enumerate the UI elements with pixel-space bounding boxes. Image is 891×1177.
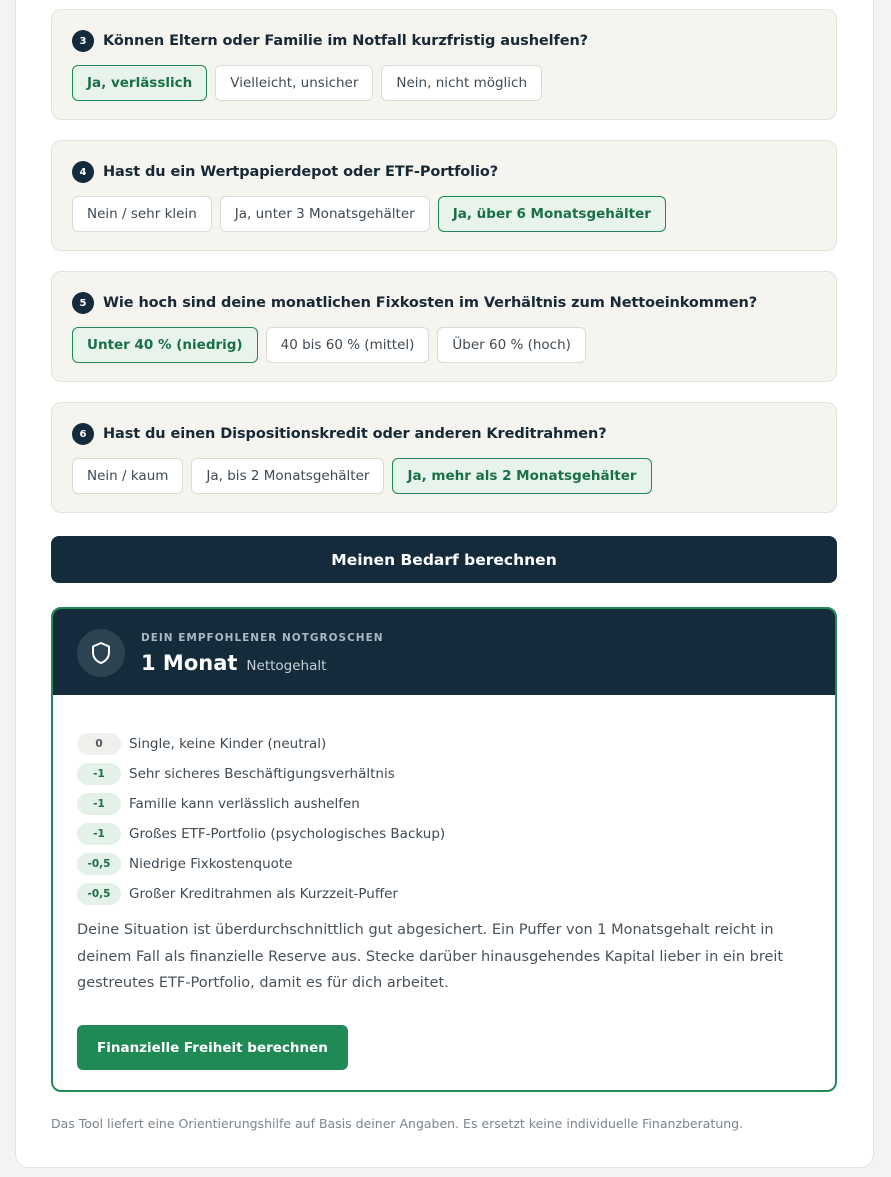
shield-icon [77,629,125,677]
factor-score-badge: -1 [77,793,121,815]
factor-score-badge: 0 [77,733,121,755]
question-header [72,161,498,183]
factor-text: Single, keine Kinder (neutral) [129,736,327,752]
question-text: Wie hoch sind deine monatlichen Fixkosten im Verhältnis zum Nettoeinkommen? [103,295,758,311]
question-number-badge: 3 [72,30,94,52]
option-nein-nicht-moeglich[interactable]: Nein, nicht möglich [381,65,542,101]
factor-item [77,759,445,789]
question-header [72,30,588,52]
factor-item [77,729,445,759]
factor-score-badge: -1 [77,763,121,785]
question-text: Hast du ein Wertpapierdepot oder ETF-Portfolio? [103,164,499,180]
option-unter-3-monatsgehaelter[interactable]: Ja, unter 3 Monatsgehälter [220,196,430,232]
option-group [72,65,542,101]
option-40-bis-60-prozent[interactable]: 40 bis 60 % (mittel) [266,327,430,363]
option-bis-2-monatsgehaelter[interactable]: Ja, bis 2 Monatsgehälter [191,458,384,494]
option-unter-40-prozent[interactable]: Unter 40 % (niedrig) [72,327,258,363]
option-nein-sehr-klein[interactable]: Nein / sehr klein [72,196,212,232]
question-header [72,292,757,314]
factor-item [77,789,445,819]
factor-text: Familie kann verlässlich aushelfen [129,796,360,812]
option-ueber-60-prozent[interactable]: Über 60 % (hoch) [437,327,586,363]
option-mehr-als-2-monatsgehaelter[interactable]: Ja, mehr als 2 Monatsgehälter [392,458,651,494]
financial-freedom-button[interactable]: Finanzielle Freiheit berechnen [77,1025,348,1070]
factor-text: Großer Kreditrahmen als Kurzzeit-Puffer [129,886,398,902]
recommendation-value: 1 Monat [141,651,238,675]
factor-text: Sehr sicheres Beschäftigungsverhältnis [129,766,395,782]
option-group [72,196,666,232]
factor-item [77,819,445,849]
factor-score-badge: -0,5 [77,883,121,905]
recommendation-label: DEIN EMPFOHLENER NOTGROSCHEN [141,632,384,644]
recommendation-value-row [141,651,326,675]
result-summary: Deine Situation ist überdurchschnittlich gut abgesichert. Ein Puffer von 1 Monatsgehalt reicht in deinem Fall als finanzielle Reserve aus. Stecke darüber hinausgehendes Kapital lieber in ein breit gestreutes ETF-Portfolio, damit es für dich arbeitet. [77,922,784,991]
factor-item [77,849,445,879]
question-6 [51,402,837,513]
option-group [72,458,652,494]
recommendation-unit: Nettogehalt [246,658,327,674]
option-nein-kaum[interactable]: Nein / kaum [72,458,183,494]
result-header [53,609,835,695]
question-3 [51,9,837,120]
factor-text: Großes ETF-Portfolio (psychologisches Backup) [129,826,446,842]
question-number-badge: 6 [72,423,94,445]
factor-score-badge: -0,5 [77,853,121,875]
result-card [51,607,837,1092]
question-header [72,423,607,445]
question-text: Hast du einen Dispositionskredit oder anderen Kreditrahmen? [103,426,607,442]
question-number-badge: 4 [72,161,94,183]
question-number-badge: 5 [72,292,94,314]
option-group [72,327,586,363]
question-5 [51,271,837,382]
question-text: Können Eltern oder Familie im Notfall kurzfristig aushelfen? [103,33,588,49]
option-vielleicht-unsicher[interactable]: Vielleicht, unsicher [215,65,373,101]
option-ueber-6-monatsgehaelter[interactable]: Ja, über 6 Monatsgehälter [438,196,666,232]
disclaimer-text: Das Tool liefert eine Orientierungshilfe auf Basis deiner Angaben. Es ersetzt keine individuelle Finanzberatung. [51,1116,744,1131]
calculate-button[interactable]: Meinen Bedarf berechnen [51,536,837,583]
factor-text: Niedrige Fixkostenquote [129,856,293,872]
factor-score-badge: -1 [77,823,121,845]
factor-item [77,879,445,909]
option-ja-verlaesslich[interactable]: Ja, verlässlich [72,65,207,101]
factor-list [77,729,445,909]
question-4 [51,140,837,251]
